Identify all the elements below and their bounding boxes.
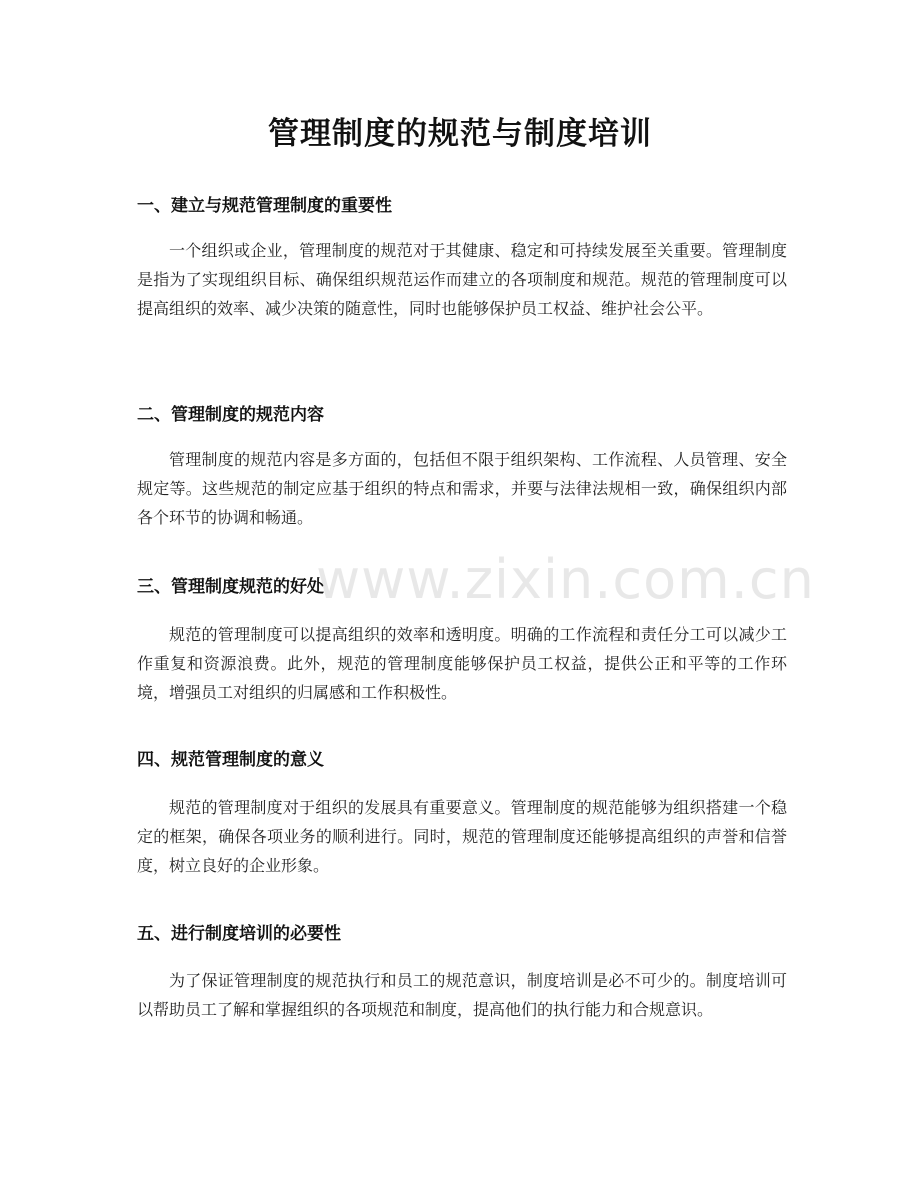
section-heading-2: 二、管理制度的规范内容: [137, 405, 324, 425]
section-body-1: 一个组织或企业，管理制度的规范对于其健康、稳定和可持续发展至关重要。管理制度是指为了实现组织目标、确保组织规范运作而建立的各项制度和规范。规范的管理制度可以提高组织的效率、减少决策的随意性，同时也能够保护员工权益、维护社会公平。: [137, 241, 787, 318]
document-title: 管理制度的规范与制度培训: [268, 116, 652, 152]
section-heading-4: 四、规范管理制度的意义: [137, 750, 324, 770]
section-heading-3: 三、管理制度规范的好处: [137, 577, 324, 597]
section-body-2: 管理制度的规范内容是多方面的，包括但不限于组织架构、工作流程、人员管理、安全规定等。这些规范的制定应基于组织的特点和需求，并要与法律法规相一致，确保组织内部各个环节的协调和畅通。: [137, 450, 787, 527]
section-body-3: 规范的管理制度可以提高组织的效率和透明度。明确的工作流程和责任分工可以减少工作重复和资源浪费。此外，规范的管理制度能够保护员工权益，提供公正和平等的工作环境，增强员工对组织的归属感和工作积极性。: [137, 625, 787, 702]
watermark: www.zixin.com.cn: [316, 548, 815, 611]
section-body-5: 为了保证管理制度的规范执行和员工的规范意识，制度培训是必不可少的。制度培训可以帮助员工了解和掌握组织的各项规范和制度，提高他们的执行能力和合规意识。: [137, 971, 787, 1019]
section-heading-1: 一、建立与规范管理制度的重要性: [137, 196, 392, 216]
section-heading-5: 五、进行制度培训的必要性: [137, 924, 341, 944]
section-body-4: 规范的管理制度对于组织的发展具有重要意义。管理制度的规范能够为组织搭建一个稳定的框架，确保各项业务的顺利进行。同时，规范的管理制度还能够提高组织的声誉和信誉度，树立良好的企业形象。: [137, 798, 787, 875]
